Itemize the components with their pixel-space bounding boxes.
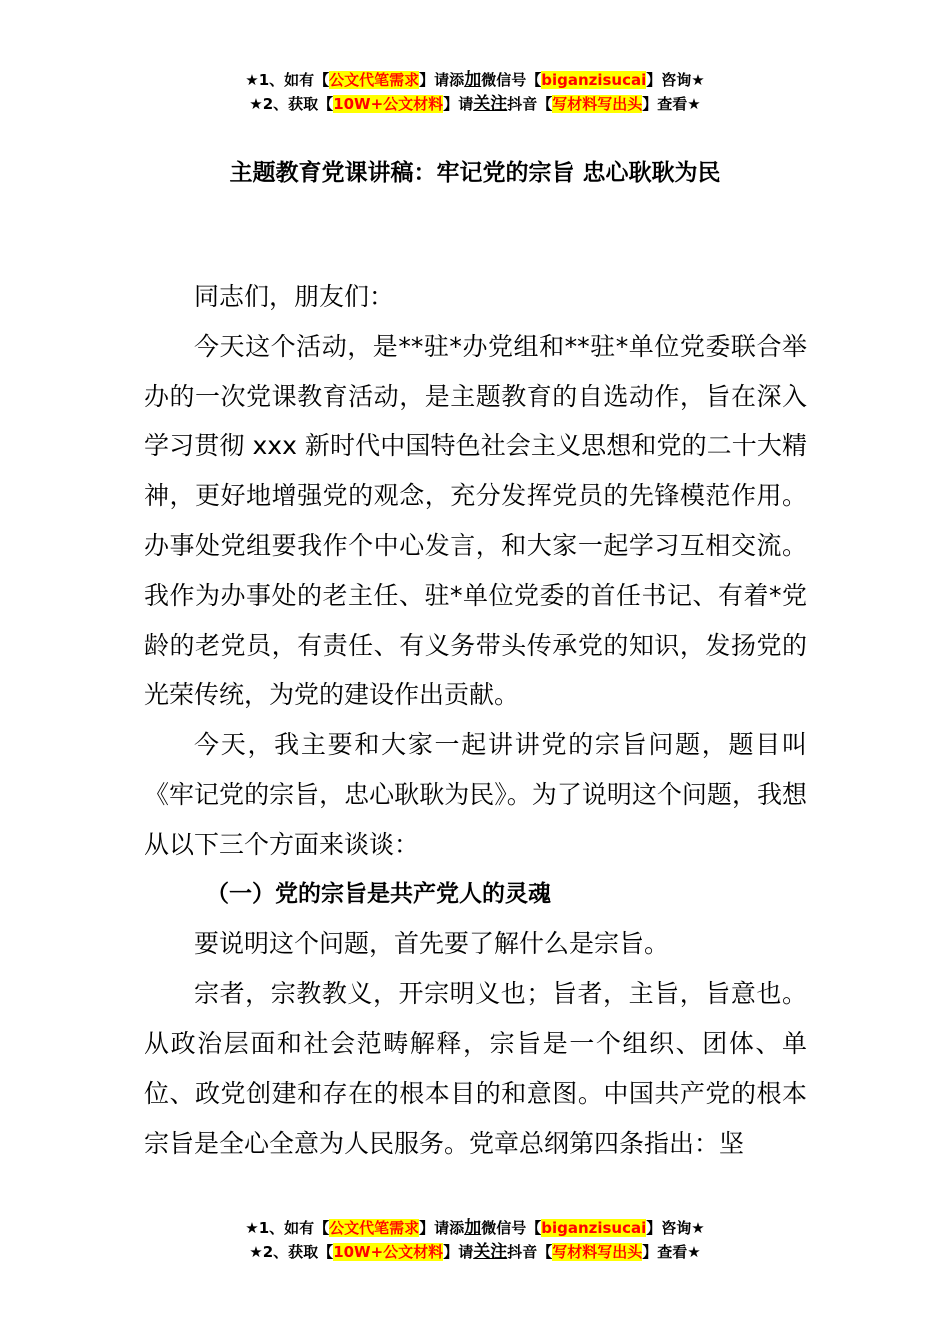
banner-line-2: ★2、获取【10W+公文材料】请关注抖音【写材料写出头】查看★	[249, 1242, 701, 1262]
footer-banner	[0, 1216, 950, 1264]
highlight-materials: 10W+公文材料	[333, 1243, 444, 1261]
body-paragraph: 要说明这个问题，首先要了解什么是宗旨。	[194, 929, 670, 959]
highlight-douyin: 写材料写出头	[552, 95, 643, 113]
highlight-service: 公文代笔需求	[329, 1219, 420, 1237]
document-body	[144, 272, 807, 1168]
section-heading: （一）党的宗旨是共产党人的灵魂	[206, 880, 551, 907]
highlight-wechat-id: biganzisucai	[541, 1219, 647, 1237]
banner-line-2: ★2、获取【10W+公文材料】请关注抖音【写材料写出头】查看★	[249, 94, 701, 114]
body-paragraph: 今天这个活动，是**驻*办党组和**驻*单位党委联合举办的一次党课教育活动，是主题教育的自选动作，旨在深入学习贯彻 xxx 新时代中国特色社会主义思想和党的二十大精神，更好地增强党的观念，充分发挥党员的先锋模范作用。办事处党组要我作个中心发言，和大家一起学习互相交流。我作为办事处的老主任、驻*单位党委的首任书记、有着*党龄的老党员，有责任、有义务带头传承党的知识，发扬党的光荣传统，为党的建设作出贡献。	[144, 331, 807, 710]
highlight-wechat-id: biganzisucai	[541, 71, 647, 89]
highlight-service: 公文代笔需求	[329, 71, 420, 89]
body-paragraph: 今天，我主要和大家一起讲讲党的宗旨问题，题目叫《牢记党的宗旨，忠心耿耿为民》。为了说明这个问题，我想从以下三个方面来谈谈：	[144, 730, 807, 859]
body-paragraph: 宗者，宗教教义，开宗明义也；旨者，主旨，旨意也。从政治层面和社会范畴解释，宗旨是一个组织、团体、单位、政党创建和存在的根本目的和意图。中国共产党的根本宗旨是全心全意为人民服务。党章总纲第四条指出：坚	[144, 979, 807, 1158]
header-banner	[0, 68, 950, 116]
document-title: 主题教育党课讲稿：牢记党的宗旨 忠心耿耿为民	[229, 160, 721, 186]
salutation: 同志们，朋友们：	[194, 282, 395, 311]
highlight-materials: 10W+公文材料	[333, 95, 444, 113]
highlight-douyin: 写材料写出头	[552, 1243, 643, 1261]
banner-line-1: ★1、如有【公文代笔需求】请添加微信号【biganzisucai】咨询★	[245, 1218, 705, 1238]
banner-line-1: ★1、如有【公文代笔需求】请添加微信号【biganzisucai】咨询★	[245, 70, 705, 90]
